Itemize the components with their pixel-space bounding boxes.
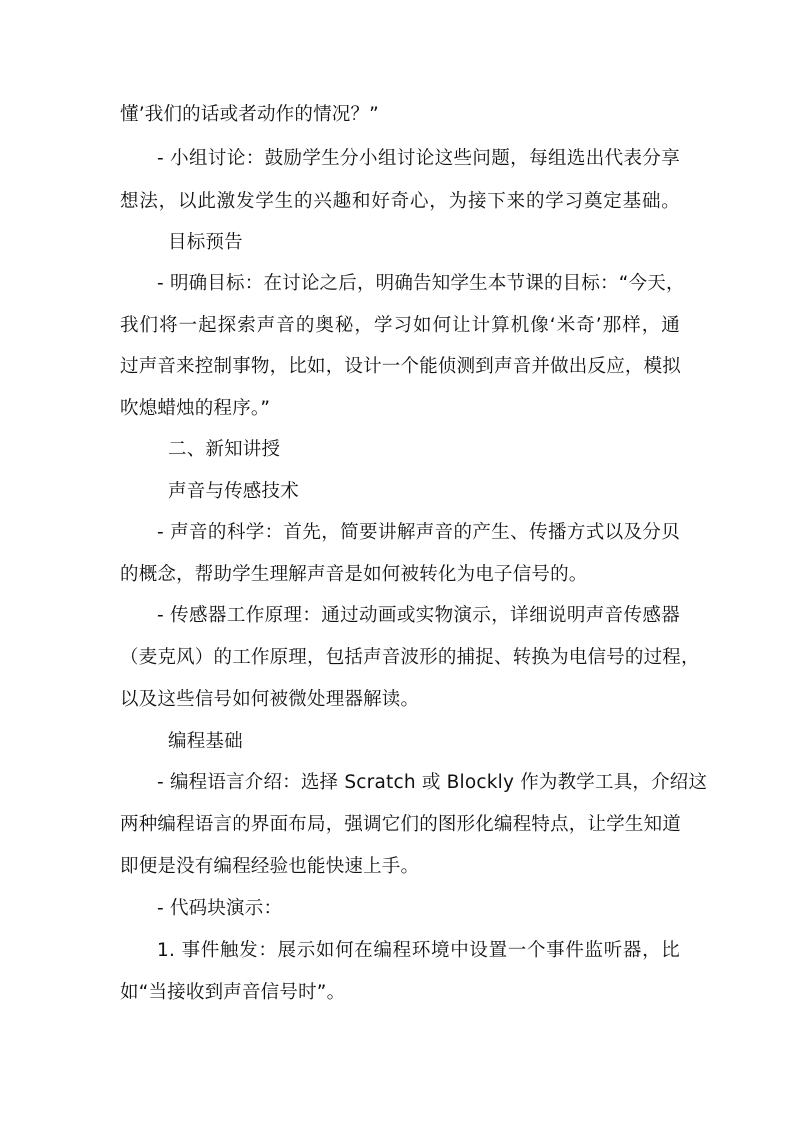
paragraph-line: - 小组讨论：鼓励学生分小组讨论这些问题，每组选出代表分享 bbox=[157, 148, 680, 169]
paragraph-line: 吹熄蜡烛的程序。” bbox=[120, 398, 271, 419]
paragraph-line: - 声音的科学：首先，简要讲解声音的产生、传播方式以及分贝 bbox=[157, 522, 680, 543]
paragraph-line: 即便是没有编程经验也能快速上手。 bbox=[120, 856, 420, 877]
paragraph-line: 懂’我们的话或者动作的情况？” bbox=[120, 104, 379, 125]
paragraph-line: 如“当接收到声音信号时”。 bbox=[120, 982, 346, 1003]
paragraph-line: 想法，以此激发学生的兴趣和好奇心，为接下来的学习奠定基础。 bbox=[120, 191, 680, 212]
paragraph-line: 的概念，帮助学生理解声音是如何被转化为电子信号的。 bbox=[120, 564, 588, 585]
paragraph-line: - 编程语言介绍：选择 Scratch 或 Blockly 作为教学工具，介绍这 bbox=[157, 772, 708, 793]
paragraph-line: 两种编程语言的界面布局，强调它们的图形化编程特点，让学生知道 bbox=[120, 814, 682, 835]
section-heading: 声音与传感技术 bbox=[168, 481, 299, 502]
paragraph-line: （麦克风）的工作原理，包括声音波形的捕捉、转换为电信号的过程， bbox=[120, 647, 700, 668]
paragraph-line: 过声音来控制事物，比如，设计一个能侦测到声音并做出反应，模拟 bbox=[120, 356, 682, 377]
paragraph-line: - 明确目标：在讨论之后，明确告知学生本节课的目标：“今天， bbox=[157, 273, 685, 294]
paragraph-line: 我们将一起探索声音的奥秘，学习如何让计算机像‘米奇’那样，通 bbox=[120, 315, 680, 336]
section-heading: 二、新知讲授 bbox=[168, 439, 281, 460]
paragraph-line: - 传感器工作原理：通过动画或实物演示，详细说明声音传感器 bbox=[157, 605, 680, 626]
section-heading: 编程基础 bbox=[168, 731, 243, 752]
paragraph-line: 以及这些信号如何被微处理器解读。 bbox=[120, 689, 420, 710]
section-heading: 目标预告 bbox=[168, 232, 243, 253]
paragraph-line: 1. 事件触发：展示如何在编程环境中设置一个事件监听器，比 bbox=[157, 940, 680, 961]
paragraph-line: - 代码块演示： bbox=[157, 898, 283, 919]
